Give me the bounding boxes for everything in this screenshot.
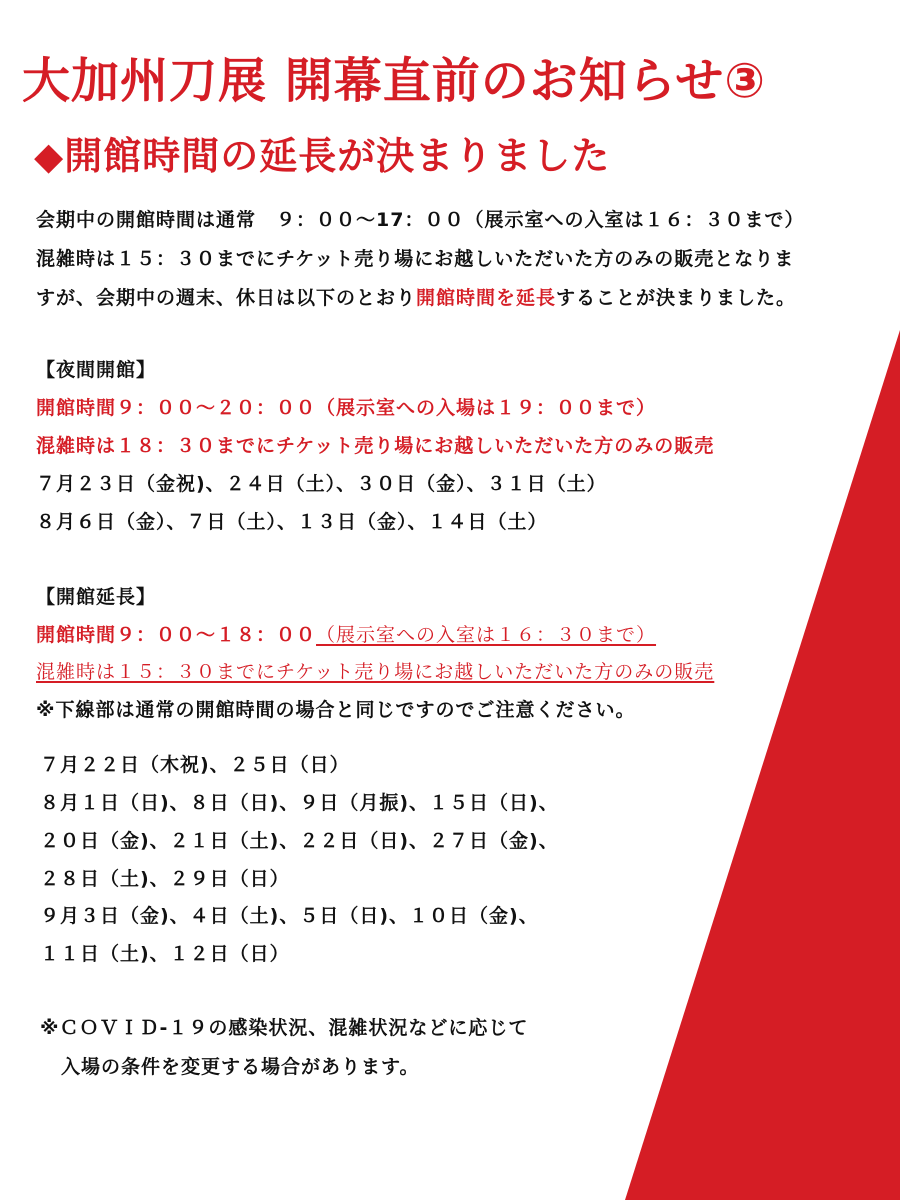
extended-opening-hours-underlined: （展示室への入室は１６：３０まで） (316, 624, 657, 646)
notice-title: 大加州刀展 開幕直前のお知らせ③ (22, 53, 766, 109)
extended-dates-line-5: ９月３日（金)、４日（土)、５日（日)、１０日（金)、 (40, 905, 539, 927)
intro-line-3 (36, 287, 796, 310)
extended-dates-line-4: ２８日（土)、２９日（日） (40, 868, 290, 890)
extended-opening-hours-main: 開館時間９：００～１８：００ (36, 624, 317, 646)
intro-line-2: 混雑時は１５：３０までにチケット売り場にお越しいただいた方のみの販売となりま (36, 248, 795, 270)
extended-dates-line-2: ８月１日（日)、８日（日)、９日（月振)、１５日（日)、 (40, 792, 559, 814)
night-opening-heading: 【夜間開館】 (36, 359, 157, 381)
underline-caution-note: ※下線部は通常の開館時間の場合と同じですのでご注意ください。 (36, 699, 636, 721)
extended-opening-hours (36, 624, 656, 647)
covid-note-line-1: ※ＣＯＶＩＤ-１９の感染状況、混雑状況などに応じて (40, 1017, 529, 1039)
night-opening-dates-1: ７月２３日（金祝)、２４日（土）、３０日（金）、３１日（土） (36, 473, 607, 495)
extended-dates-line-3: ２０日（金)、２１日（土)、２２日（日)、２７日（金)、 (40, 830, 559, 852)
night-opening-hours: 開館時間９：００～２０：００（展示室への入場は１９：００まで） (36, 397, 657, 419)
intro-line-1: 会期中の開館時間は通常 ９：００～17：００（展示室への入室は１６：３０まで） (36, 209, 805, 231)
extended-dates-line-6: １１日（土)、１２日（日） (40, 943, 290, 965)
night-opening-crowd-note: 混雑時は１８：３０までにチケット売り場にお越しいただいた方のみの販売 (36, 435, 715, 457)
intro-extension-highlight: 開館時間を延長 (416, 287, 557, 309)
intro-line-3-before: すが、会期中の週末、休日は以下のとおり (36, 287, 417, 309)
notice-subtitle: ◆開館時間の延長が決まりました (34, 134, 611, 178)
intro-line-3-after: することが決まりました。 (556, 287, 797, 309)
night-opening-dates-2: ８月６日（金）、７日（土）、１３日（金）、１４日（土） (36, 511, 548, 533)
extended-opening-heading: 【開館延長】 (36, 586, 157, 608)
extended-opening-crowd-note: 混雑時は１５：３０までにチケット売り場にお越しいただいた方のみの販売 (36, 661, 715, 683)
extended-dates-line-1: ７月２２日（木祝)、２５日（日） (40, 754, 350, 776)
covid-note-line-2: 入場の条件を変更する場合があります。 (61, 1056, 420, 1078)
